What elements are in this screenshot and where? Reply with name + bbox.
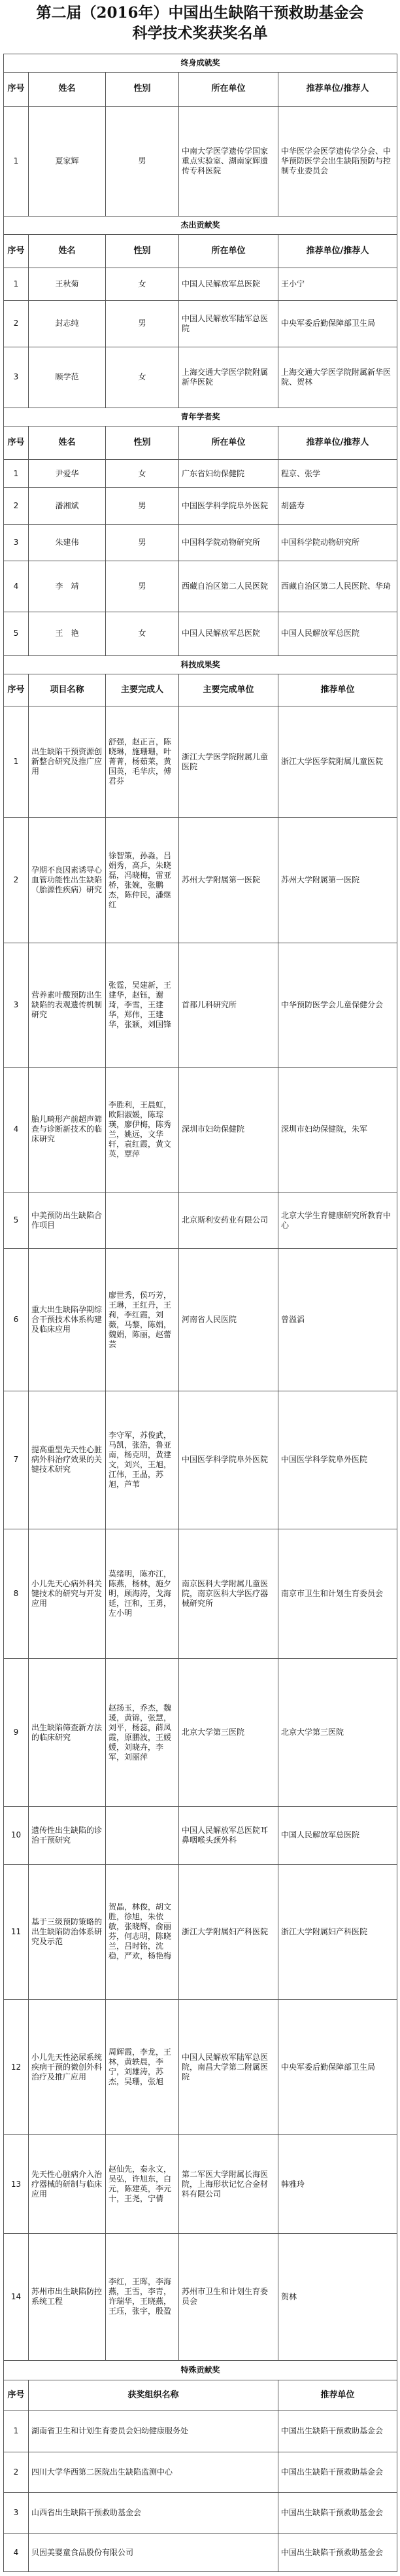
header-no: 序号 (4, 2380, 29, 2411)
row-no: 5 (4, 1192, 29, 1249)
person-unit: 中国人民解放军陆军总医院 (179, 300, 278, 347)
header-no: 序号 (4, 234, 29, 268)
project-unit: 苏州市卫生和计划生育委员会 (179, 2233, 278, 2360)
row-no: 1 (4, 106, 29, 216)
project-recommender: 北京大学第三医院 (278, 1659, 397, 1807)
header-no: 序号 (4, 674, 29, 706)
row-no: 1 (4, 706, 29, 818)
project-people: 贺晶，林俊，胡文胜，徐旭，朱依敏，张晓辉，俞丽芬，何志明，陈晓兰，吕时铭，沈稳，严欢，杨艳梅 (106, 1864, 179, 2000)
person-unit: 中南大学医学遗传学国家重点实验室、湖南家辉遗传专科医院 (179, 106, 278, 216)
project-unit: 苏州大学附属第一医院 (179, 818, 278, 943)
table-row (4, 2135, 397, 2234)
project-recommender: 南京市卫生和计划生育委员会 (278, 1529, 397, 1658)
table-row (4, 818, 397, 943)
person-gender: 男 (106, 525, 179, 561)
project-name: 中美预防出生缺陷合作项目 (29, 1192, 106, 1249)
person-name: 封志纯 (29, 300, 106, 347)
person-unit: 广东省妇幼保健院 (179, 460, 278, 488)
person-unit: 上海交通大学医学院附属新华医院 (179, 347, 278, 408)
project-recommender: 北京大学生育健康研究所教育中心 (278, 1192, 397, 1249)
header-gender: 性别 (106, 73, 179, 107)
table-row (4, 300, 397, 347)
table-row (4, 2452, 397, 2492)
project-unit: 北京斯利安药业有限公司 (179, 1192, 278, 1249)
project-name: 出生缺陷筛查新方法的临床研究 (29, 1659, 106, 1807)
header-project: 项目名称 (29, 674, 106, 706)
person-gender: 男 (106, 300, 179, 347)
project-recommender: 苏州大学附属第一医院 (278, 818, 397, 943)
row-no: 1 (4, 2411, 29, 2452)
person-recommender: 程京、张学 (278, 460, 397, 488)
table-row (4, 1659, 397, 1807)
row-no: 3 (4, 525, 29, 561)
table-row (4, 268, 397, 301)
header-unit: 所在单位 (179, 426, 278, 460)
project-people: 廖世秀，侯巧芳，王琳，王红丹，王莉，李红霞，刘薇，马黎，陈娟，魏娟，陈丽，赵蕾芸 (106, 1249, 179, 1391)
header-no: 序号 (4, 426, 29, 460)
org-recommender: 中国出生缺陷干预救助基金会 (278, 2452, 397, 2492)
section-title-young: 青年学者奖 (4, 408, 397, 426)
project-recommender: 中华预防医学会儿童保健分会 (278, 943, 397, 1068)
person-unit: 西藏自治区第二人民医院 (179, 561, 278, 612)
org-name: 湖南省卫生和计划生育委员会妇幼健康服务处 (29, 2411, 278, 2452)
row-no: 1 (4, 268, 29, 301)
project-people: 舒强，赵正言，陈晓琳，施珊珊，叶菁菁，杨茹莱，黄国英，毛华庆，傅君芬 (106, 706, 179, 818)
person-recommender: 西藏自治区第二人民医院、华琦 (278, 561, 397, 612)
project-recommender: 深圳市妇幼保健院，朱军 (278, 1067, 397, 1192)
project-name: 小儿先天性泌尿系统疾病干预的微创外科治疗及推广应用 (29, 2000, 106, 2135)
table-row (4, 2233, 397, 2360)
row-no: 9 (4, 1659, 29, 1807)
person-unit: 中国人民解放军总医院 (179, 268, 278, 301)
table-row (4, 347, 397, 408)
header-unit: 所在单位 (179, 73, 278, 107)
row-no: 13 (4, 2135, 29, 2234)
header-name: 姓名 (29, 234, 106, 268)
person-recommender: 中华医学会医学遗传学分会、中华预防医学会出生缺陷预防与控制专业委员会 (278, 106, 397, 216)
person-gender: 男 (106, 488, 179, 525)
header-org: 获奖组织名称 (29, 2380, 278, 2411)
project-recommender: 贺林 (278, 2233, 397, 2360)
header-recommender: 推荐单位 (278, 674, 397, 706)
award-table (3, 54, 397, 2572)
page-title: 第二届（2016年）中国出生缺陷干预救助基金会 (36, 4, 364, 22)
table-row (4, 2000, 397, 2135)
org-name: 贝因美婴童食品股份有限公司 (29, 2533, 278, 2571)
person-gender: 女 (106, 612, 179, 655)
project-people: 李守军，苏俊武，马凯，张浩，鲁亚南，杨克明，黄建文，刘兴，王旭，江伟，王晶，苏旭，芦苇 (106, 1391, 179, 1529)
project-people: 赵扬玉，乔杰，魏瑗，黄锦，张慧，刘平，杨蕊，薛凤霞，原鹏波，王媛媛，刘晓卉，李军，刘丽萍 (106, 1659, 179, 1807)
project-unit: 中国人民解放军总医院耳鼻咽喉头颈外科 (179, 1807, 278, 1864)
project-recommender: 浙江大学医学院附属儿童医院 (278, 706, 397, 818)
row-no: 3 (4, 347, 29, 408)
project-unit: 第二军医大学附属长海医院，上海形状记忆合金材料有限公司 (179, 2135, 278, 2234)
header-recommender: 推荐单位/推荐人 (278, 234, 397, 268)
person-recommender: 中国科学院动物研究所 (278, 525, 397, 561)
project-name: 提高重型先天性心脏病外科治疗效果的关键技术研究 (29, 1391, 106, 1529)
project-people: 徐智策，孙淼，吕娟秀，高乒，朱晓磊，冯晓梅，雷亚桥，张婉，张鹏杰，陈仲民，潘继红 (106, 818, 179, 943)
row-no: 2 (4, 818, 29, 943)
row-no: 10 (4, 1807, 29, 1864)
header-no: 序号 (4, 73, 29, 107)
table-row (4, 612, 397, 655)
row-no: 2 (4, 2452, 29, 2492)
row-no: 7 (4, 1391, 29, 1529)
header-unit: 所在单位 (179, 234, 278, 268)
project-name: 遗传性出生缺陷的诊治干预研究 (29, 1807, 106, 1864)
project-unit: 南京医科大学附属儿童医院，南京医科大学医疗器械研究所 (179, 1529, 278, 1658)
project-name: 小儿先天心病外科关键技术的研究与开发应用 (29, 1529, 106, 1658)
section-title-special: 特殊贡献奖 (4, 2360, 397, 2380)
table-row (4, 943, 397, 1068)
person-name: 朱建伟 (29, 525, 106, 561)
person-recommender: 王小宁 (278, 268, 397, 301)
table-row (4, 488, 397, 525)
header-people: 主要完成人 (106, 674, 179, 706)
row-no: 2 (4, 488, 29, 525)
org-recommender: 中国出生缺陷干预救助基金会 (278, 2411, 397, 2452)
table-row (4, 1067, 397, 1192)
project-name: 基于三级预防策略的出生缺陷防治体系研究及示范 (29, 1864, 106, 2000)
org-name: 四川大学华西第二医院出生缺陷监测中心 (29, 2452, 278, 2492)
table-row (4, 1529, 397, 1658)
table-row (4, 525, 397, 561)
project-name: 苏州市出生缺陷防控系统工程 (29, 2233, 106, 2360)
project-unit: 首都儿科研究所 (179, 943, 278, 1068)
table-row (4, 1807, 397, 1864)
project-recommender: 中国人民解放军总医院 (278, 1807, 397, 1864)
row-no: 5 (4, 612, 29, 655)
section-title-achievement: 科技成果奖 (4, 655, 397, 674)
project-people: 周辉霞，李龙，王林，黄轶晨，李宁，刘雄涛，苏杰，吴珊，张旭 (106, 2000, 179, 2135)
row-no: 3 (4, 943, 29, 1068)
table-row (4, 561, 397, 612)
table-row (4, 1249, 397, 1391)
project-people (106, 1807, 179, 1864)
person-name: 李 靖 (29, 561, 106, 612)
project-name: 孕期不良因素诱导心血管功能性出生缺陷（胎源性疾病）研究 (29, 818, 106, 943)
project-people: 莫绪明，陈亦江，陈燕，杨林，施夕明，顾海涛，戈海延，汪和，王勇，左小明 (106, 1529, 179, 1658)
project-unit: 中国医学科学院阜外医院 (179, 1391, 278, 1529)
project-unit: 北京大学第三医院 (179, 1659, 278, 1807)
header-name: 姓名 (29, 73, 106, 107)
person-name: 王 艳 (29, 612, 106, 655)
row-no: 14 (4, 2233, 29, 2360)
person-recommender: 上海交通大学医学院附属新华医院、贺林 (278, 347, 397, 408)
header-recommender: 推荐单位/推荐人 (278, 73, 397, 107)
table-row (4, 2411, 397, 2452)
header-unit: 主要完成单位 (179, 674, 278, 706)
section-title-outstanding: 杰出贡献奖 (4, 216, 397, 234)
project-name: 重大出生缺陷孕期综合干预技术体系构建及临床应用 (29, 1249, 106, 1391)
project-name: 先天性心脏病介入治疗器械的研制与临床应用 (29, 2135, 106, 2234)
person-unit: 中国人民解放军总医院 (179, 612, 278, 655)
row-no: 4 (4, 1067, 29, 1192)
row-no: 8 (4, 1529, 29, 1658)
person-unit: 中国医学科学院阜外医院 (179, 488, 278, 525)
person-name: 尹爱华 (29, 460, 106, 488)
project-unit: 浙江大学附属妇产科医院 (179, 1864, 278, 2000)
person-gender: 女 (106, 460, 179, 488)
person-name: 顾学范 (29, 347, 106, 408)
project-name: 胎儿畸形产前超声筛查与诊断新技术的临床研究 (29, 1067, 106, 1192)
org-recommender: 中国出生缺陷干预救助基金会 (278, 2533, 397, 2571)
project-recommender: 浙江大学附属妇产科医院 (278, 1864, 397, 2000)
row-no: 2 (4, 300, 29, 347)
project-name: 出生缺陷干预资源创新整合研究及推广应用 (29, 706, 106, 818)
person-recommender: 中央军委后勤保障部卫生局 (278, 300, 397, 347)
row-no: 4 (4, 2533, 29, 2571)
project-recommender: 曾溢滔 (278, 1249, 397, 1391)
project-people (106, 1192, 179, 1249)
project-recommender: 韩雅玲 (278, 2135, 397, 2234)
project-unit: 中国人民解放军陆军总医院，南昌大学第二附属医院 (179, 2000, 278, 2135)
person-gender: 男 (106, 106, 179, 216)
project-unit: 深圳市妇幼保健院 (179, 1067, 278, 1192)
person-recommender: 胡盛寿 (278, 488, 397, 525)
row-no: 1 (4, 460, 29, 488)
person-name: 潘湘斌 (29, 488, 106, 525)
person-gender: 男 (106, 561, 179, 612)
person-gender: 女 (106, 347, 179, 408)
table-row (4, 2533, 397, 2571)
org-name: 山西省出生缺陷干预救助基金会 (29, 2493, 278, 2533)
person-gender: 女 (106, 268, 179, 301)
table-row (4, 1391, 397, 1529)
row-no: 4 (4, 561, 29, 612)
header-recommender: 推荐单位 (278, 2380, 397, 2411)
row-no: 12 (4, 2000, 29, 2135)
project-unit: 河南省人民医院 (179, 1249, 278, 1391)
row-no: 3 (4, 2493, 29, 2533)
project-people: 李红，王晖，李海燕，王雪，李青，许瑞华，王晓燕，王珏，张宇，殷盈 (106, 2233, 179, 2360)
person-name: 夏家辉 (29, 106, 106, 216)
table-row (4, 1192, 397, 1249)
project-people: 赵仙先，秦永文，吴弘，许旭东，白元，陈建英，李元十，王尧，宁倩 (106, 2135, 179, 2234)
project-people: 张霆，吴建新，王建华，赵钰，谢琦，李雪，王建华，郑伟，王建华，张颖，刘国锋 (106, 943, 179, 1068)
row-no: 6 (4, 1249, 29, 1391)
header-name: 姓名 (29, 426, 106, 460)
page-subtitle: 科学技术奖获奖名单 (132, 24, 268, 42)
project-people: 李胜利，王晨虹，欧阳淑媛，陈琮瑛，廖伊梅，陈秀兰，姚远，文华轩，袁红霞，黄文英，覃萍 (106, 1067, 179, 1192)
project-recommender: 中国医学科学院阜外医院 (278, 1391, 397, 1529)
person-name: 王秋菊 (29, 268, 106, 301)
org-recommender: 中国出生缺陷干预救助基金会 (278, 2493, 397, 2533)
table-row (4, 460, 397, 488)
header-gender: 性别 (106, 234, 179, 268)
row-no: 11 (4, 1864, 29, 2000)
person-recommender: 中国人民解放军总医院 (278, 612, 397, 655)
project-recommender: 中央军委后勤保障部卫生局 (278, 2000, 397, 2135)
header-recommender: 推荐单位/推荐人 (278, 426, 397, 460)
table-row (4, 1864, 397, 2000)
project-name: 营养素叶酸预防出生缺陷的表观遗传机制研究 (29, 943, 106, 1068)
person-unit: 中国科学院动物研究所 (179, 525, 278, 561)
table-row (4, 2493, 397, 2533)
project-unit: 浙江大学医学院附属儿童医院 (179, 706, 278, 818)
header-gender: 性别 (106, 426, 179, 460)
section-title-lifetime: 终身成就奖 (4, 54, 397, 73)
table-row (4, 106, 397, 216)
table-row (4, 706, 397, 818)
